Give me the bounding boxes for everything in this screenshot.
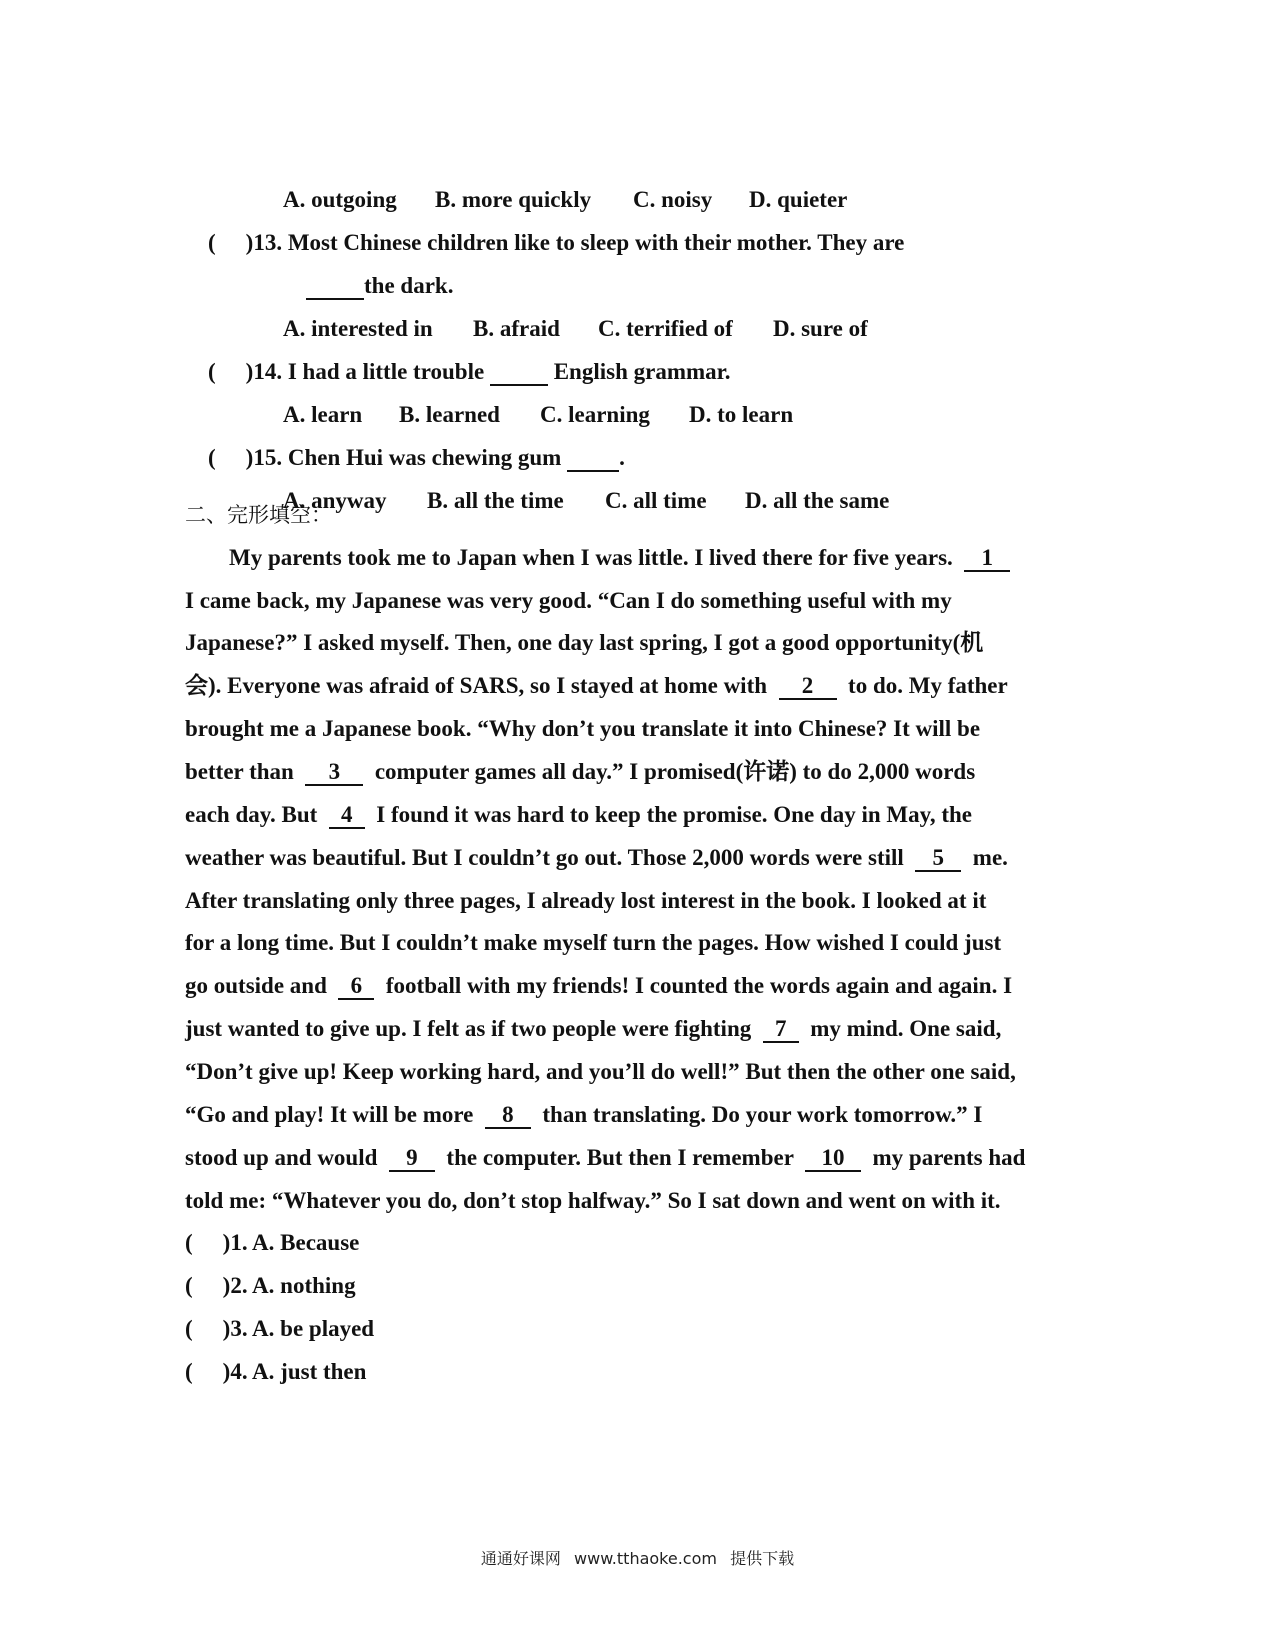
q13-option-b: B. afraid	[473, 316, 560, 341]
passage-line-8	[185, 844, 1008, 872]
blank-8: 8	[485, 1103, 531, 1129]
passage-line-7	[185, 801, 972, 829]
q12-option-d: D. quieter	[749, 187, 848, 212]
blank-10: 10	[805, 1146, 861, 1172]
answer-paren: (	[185, 1316, 193, 1341]
answer-paren: (	[185, 1230, 193, 1255]
q13-paren: (	[208, 230, 216, 255]
q12-option-b: B. more quickly	[435, 187, 592, 212]
q13-option-a: A. interested in	[283, 316, 433, 341]
passage-text: my parents had	[872, 1145, 1026, 1170]
blank-3: 3	[305, 760, 363, 786]
passage-text: My parents took me to Japan when I was little. I lived there for five years.	[229, 545, 953, 570]
q15-option-c: C. all time	[605, 488, 707, 513]
q14-option-b: B. learned	[399, 402, 500, 427]
passage-text: I found it was hard to keep the promise. One day in May, the	[376, 802, 972, 827]
answer-3	[185, 1315, 374, 1343]
passage-line-15	[185, 1144, 1025, 1172]
passage-text: computer games all day.” I promised(许诺) to do 2,000 words	[374, 759, 976, 784]
footer-url[interactable]: www.tthaoke.com	[574, 1549, 717, 1568]
passage-text: football with my friends! I counted the words again and again. I	[385, 973, 1013, 998]
passage-line-12	[185, 1015, 1001, 1043]
passage-line-4	[185, 672, 1008, 700]
answer-1	[185, 1229, 359, 1257]
q15-paren: (	[208, 445, 216, 470]
blank-7: 7	[763, 1017, 799, 1043]
passage-text: better than	[185, 759, 294, 784]
passage-line-9: After translating only three pages, I already lost interest in the book. I looked at it	[185, 888, 987, 913]
answer-paren: (	[185, 1273, 193, 1298]
passage-text: to do. My father	[848, 673, 1008, 698]
passage-text: 会). Everyone was afraid of SARS, so I stayed at home with	[185, 673, 768, 698]
q14-text-a: )14. I had a little trouble	[245, 359, 485, 384]
q13-text-2: the dark.	[364, 273, 454, 298]
blank-4: 4	[329, 803, 365, 829]
passage-text: me.	[972, 845, 1008, 870]
passage-text: each day. But	[185, 802, 318, 827]
passage-text: just wanted to give up. I felt as if two people were fighting	[185, 1016, 752, 1041]
passage-text: the computer. But then I remember	[446, 1145, 794, 1170]
answer-text: )4. A. just then	[222, 1359, 367, 1384]
q14-text-b: English grammar.	[553, 359, 731, 384]
q15-text-b: .	[619, 445, 625, 470]
passage-text: than translating. Do your work tomorrow.” I	[542, 1102, 983, 1127]
q15-option-d: D. all the same	[745, 488, 890, 513]
q15-options	[260, 459, 889, 543]
answer-text: )1. A. Because	[222, 1230, 360, 1255]
q13-text: )13. Most Chinese children like to sleep with their mother. They are	[245, 230, 905, 255]
footer-note: 提供下载	[730, 1549, 795, 1568]
passage-line-11	[185, 972, 1012, 1000]
passage-line-3: Japanese?” I asked myself. Then, one day last spring, I got a good opportunity(机	[185, 630, 984, 655]
passage-line-14	[185, 1101, 982, 1129]
blank-5: 5	[915, 846, 961, 872]
q13-option-c: C. terrified of	[598, 316, 733, 341]
passage-text: my mind. One said,	[810, 1016, 1002, 1041]
section-2-title: 二、完形填空：	[185, 503, 332, 527]
q14-paren: (	[208, 359, 216, 384]
q14-option-a: A. learn	[283, 402, 363, 427]
page-footer	[0, 1546, 1275, 1569]
blank-1: 1	[964, 546, 1010, 572]
q12-option-a: A. outgoing	[283, 187, 397, 212]
q14-option-d: D. to learn	[689, 402, 794, 427]
blank-6: 6	[338, 974, 374, 1000]
footer-site-name: 通通好课网	[480, 1549, 561, 1568]
passage-line-6	[185, 758, 975, 786]
q14-option-c: C. learning	[540, 402, 650, 427]
answer-4	[185, 1358, 366, 1386]
passage-line-10: for a long time. But I couldn’t make myself turn the pages. How wished I could just	[185, 930, 1002, 955]
q15-text-a: )15. Chen Hui was chewing gum	[245, 445, 562, 470]
q13-option-d: D. sure of	[773, 316, 868, 341]
q15-option-a: A. anyway	[283, 488, 387, 513]
passage-line-16: told me: “Whatever you do, don’t stop halfway.” So I sat down and went on with it.	[185, 1188, 1001, 1213]
passage-text: “Go and play! It will be more	[185, 1102, 474, 1127]
answer-paren: (	[185, 1359, 193, 1384]
passage-line-5: brought me a Japanese book. “Why don’t you translate it into Chinese? It will be	[185, 716, 981, 741]
answer-2	[185, 1272, 356, 1300]
passage-line-2: I came back, my Japanese was very good. “Can I do something useful with my	[185, 588, 952, 613]
q12-option-c: C. noisy	[633, 187, 713, 212]
passage-line-13: “Don’t give up! Keep working hard, and you’ll do well!” But then the other one said,	[185, 1059, 1016, 1084]
q15-option-b: B. all the time	[427, 488, 564, 513]
passage-text: go outside and	[185, 973, 327, 998]
passage-text: weather was beautiful. But I couldn’t go out. Those 2,000 words were still	[185, 845, 904, 870]
blank-9: 9	[389, 1146, 435, 1172]
blank-2: 2	[779, 674, 837, 700]
answer-text: )3. A. be played	[222, 1316, 375, 1341]
answer-text: )2. A. nothing	[222, 1273, 356, 1298]
passage-line-1	[229, 544, 1010, 572]
passage-text: stood up and would	[185, 1145, 378, 1170]
